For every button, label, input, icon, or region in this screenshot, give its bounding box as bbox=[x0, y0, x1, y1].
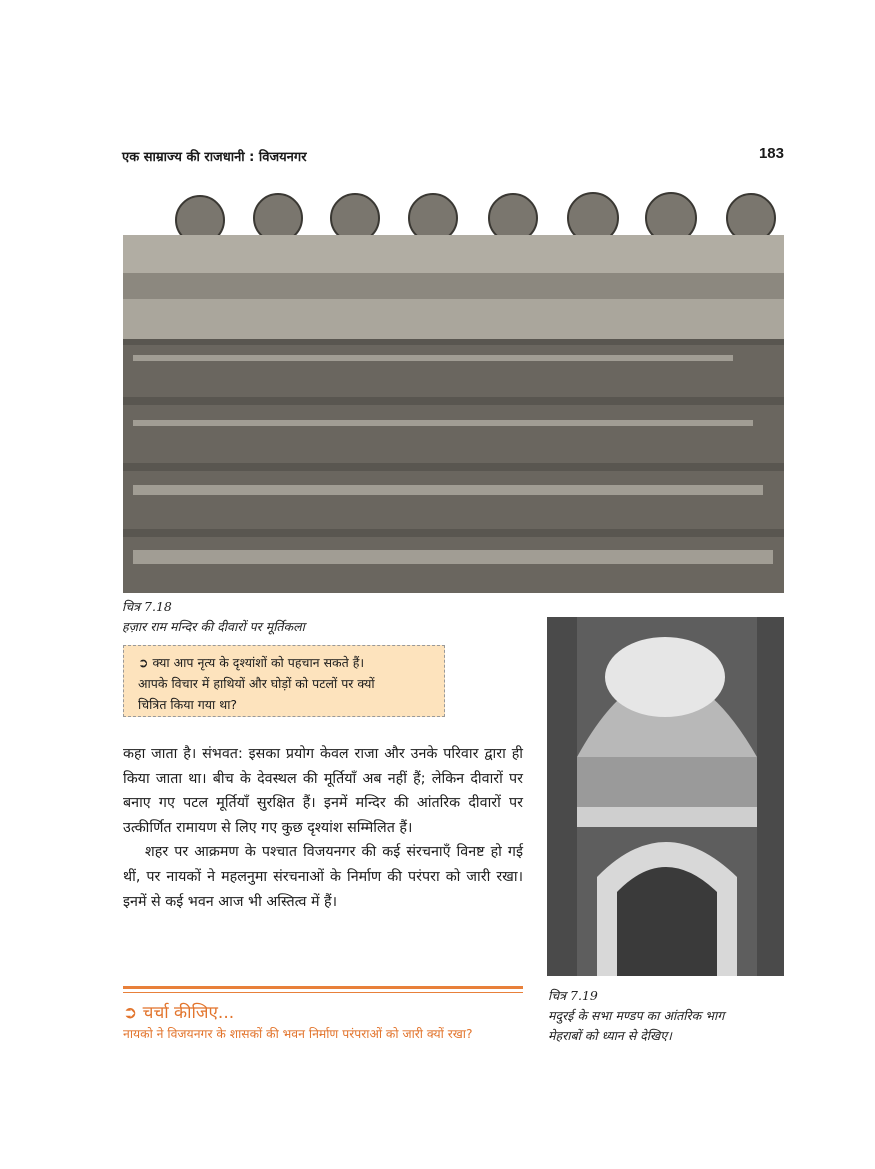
figure-label: चित्र 7.18 bbox=[122, 599, 172, 614]
frieze-illustration bbox=[123, 185, 784, 593]
figure-7-18-caption bbox=[122, 597, 305, 637]
frieze-photo bbox=[123, 185, 784, 593]
mandapa-illustration bbox=[547, 617, 784, 976]
chapter-title: एक साम्राज्य की राजधानी : विजयनगर bbox=[122, 150, 307, 165]
paragraph: कहा जाता है। संभवत: इसका प्रयोग केवल राजा और उनके परिवार द्वारा ही किया जाता था। बीच के देवस्थल की मूर्तियाँ अब नहीं हैं; लेकिन दीवारों पर बनाए गए पटल मूर्तियाँ सुरक्षित हैं। इनमें मन्दिर की आंतरिक दीवारों पर उत्कीर्णित रामायण से लिए गए कुछ दृश्यांश सम्मिलित हैं। bbox=[123, 746, 523, 836]
divider bbox=[123, 986, 523, 989]
question-line: क्या आप नृत्य के दृश्यांशों को पहचान सकते हैं। bbox=[152, 655, 365, 670]
arrow-circle-icon: ➲ bbox=[138, 655, 153, 670]
discussion-heading bbox=[123, 1000, 234, 1023]
discussion-question: नायको ने विजयनगर के शासकों की भवन निर्माण परंपराओं को जारी क्यों रखा? bbox=[123, 1027, 473, 1041]
figure-label: चित्र 7.19 bbox=[548, 988, 598, 1003]
page-number: 183 bbox=[758, 145, 784, 162]
figure-caption-line: मेहराबों को ध्यान से देखिए। bbox=[548, 1028, 672, 1043]
question-box bbox=[123, 645, 445, 717]
mandapa-photo bbox=[547, 617, 784, 976]
figure-7-19-caption bbox=[548, 986, 724, 1046]
arrow-circle-icon: ➲ bbox=[123, 1003, 143, 1023]
discussion-heading-text: चर्चा कीजिए... bbox=[142, 1003, 235, 1023]
figure-caption: हज़ार राम मन्दिर की दीवारों पर मूर्तिकला bbox=[122, 619, 305, 634]
paragraph: शहर पर आक्रमण के पश्चात विजयनगर की कई संरचनाएँ विनष्ट हो गई थीं, पर नायकों ने महलनुमा संरचनाओं के निर्माण की परंपरा को जारी रखा। इनमें से कई भवन आज भी अस्तित्व में हैं। bbox=[123, 844, 523, 910]
divider bbox=[123, 992, 523, 993]
figure-caption-line: मदुरई के सभा मण्डप का आंतरिक भाग bbox=[548, 1008, 725, 1023]
question-line: आपके विचार में हाथियों और घोड़ों को पटलों पर क्यों bbox=[138, 676, 375, 691]
question-line: चित्रित किया गया था? bbox=[138, 697, 238, 712]
body-text bbox=[123, 742, 523, 914]
